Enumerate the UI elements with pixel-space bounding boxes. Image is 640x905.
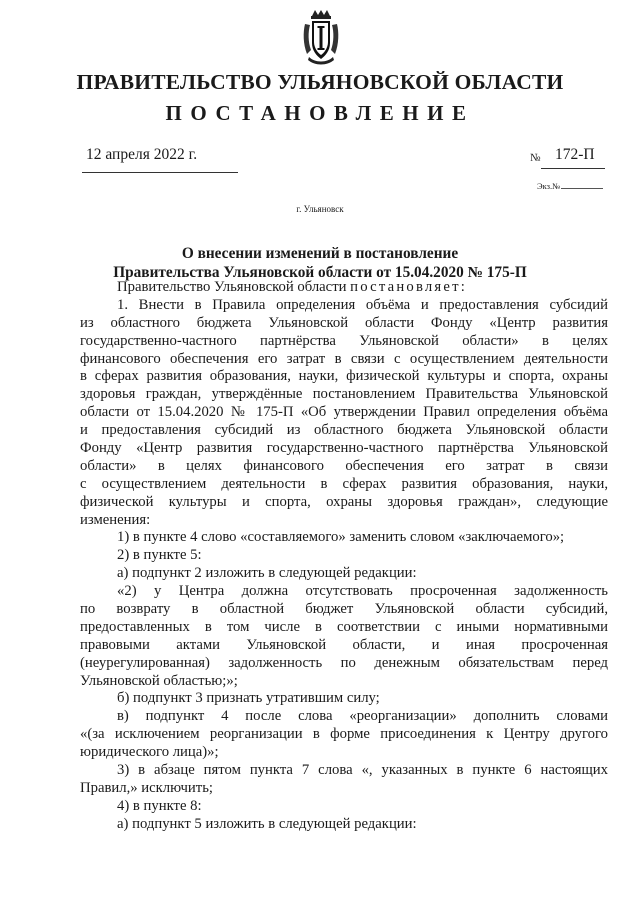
government-name: ПРАВИТЕЛЬСТВО УЛЬЯНОВСКОЙ ОБЛАСТИ [76,70,564,94]
body-line: 2) в пункте 5: [117,547,202,564]
body-line: а) подпункт 2 изложить в следующей редакции: [117,565,417,582]
body-line: с осуществлением деятельности в сферах развития образования, науки, [80,475,608,492]
body-line: «2) у Центра должна отсутствовать просроченная задолженность [117,583,608,600]
subject-line: О внесении изменений в постановление [181,245,459,262]
body-line: 4) в пункте 8: [117,797,202,814]
body-line: Ульяновской областью;»; [80,672,238,689]
body-line: 1) в пункте 4 слово «составляемого» заменить словом «заключаемого»; [117,529,565,546]
body-line: б) подпункт 3 признать утратившим силу; [117,690,380,707]
body-line: и предоставления субсидий из областного бюджета Ульяновской области [80,422,608,439]
preamble-verb: постановляет: [350,279,468,295]
date-underline [82,172,238,173]
subject-line: Правительства Ульяновской области от 15.04.2020 № 175-П [113,264,527,281]
document-subject [0,244,640,282]
body-line: (неурегулированная) задолженность по денежным обязательствам перед [80,654,608,671]
document-number: 172-П [555,146,595,163]
body-line: юридического лица)»; [80,744,219,761]
body-line: из областного бюджета Ульяновской области Фонду «Центр развития [80,314,608,331]
copy-label: Экз.№ [537,181,561,191]
body-line: 3) в абзаце пятом пункта 7 слова «, указанных в пункте 6 настоящих [117,762,608,779]
body-line: в) подпункт 4 после слова «реорганизации» дополнить словами [117,708,608,725]
body-line: здоровья граждан, утверждённые постановлением Правительства Ульяновской [80,386,608,403]
copy-underline [561,181,603,189]
body-line: Правил,» исключить; [80,779,213,796]
body-line: 1. Внести в Правила определения объёма и предоставления субсидий [117,296,608,313]
body-line: а) подпункт 5 изложить в следующей редакции: [117,815,417,832]
body-line: физической культуры и спорта, охраны здоровья граждан», следующие [80,493,608,510]
body-line: финансового обеспечения его затрат в связи с осуществлением деятельности [80,350,608,367]
document-type: ПОСТАНОВЛЕНИЕ [165,101,475,125]
body-line: предоставленных в том числе в соответствии с иными нормативными [80,618,608,635]
number-underline [541,168,605,169]
copy-number [537,181,603,191]
coat-of-arms-icon [303,10,339,66]
body-line: области» в целях финансового обеспечения его затрат в связи [80,457,608,474]
document-date: 12 апреля 2022 г. [86,146,198,163]
body-line: Фонду «Центр развития государственно-частного партнёрства Ульяновской [80,440,608,457]
number-sign: № [530,152,541,164]
body-line: области от 15.04.2020 № 175-П «Об утверждении Правил определения объёма [80,404,608,421]
body-line: правовыми актами Ульяновской области, и иная просроченная [80,636,608,653]
preamble-text: Правительство Ульяновской области [117,279,351,295]
body-line: изменения: [80,511,151,528]
document-body [80,279,608,834]
city: г. Ульяновск [296,204,344,214]
preamble [80,279,608,297]
body-line: «(за исключением реорганизации в форме присоединения к Центру другого [80,726,608,743]
body-line: по возврату в областной бюджет Ульяновской области субсидий, [80,601,608,618]
body-line: в сферах развития образования, науки, физической культуры и спорта, охраны [80,368,608,385]
body-line: государственно-частного партнёрства Ульяновской области» в целях [80,332,608,349]
